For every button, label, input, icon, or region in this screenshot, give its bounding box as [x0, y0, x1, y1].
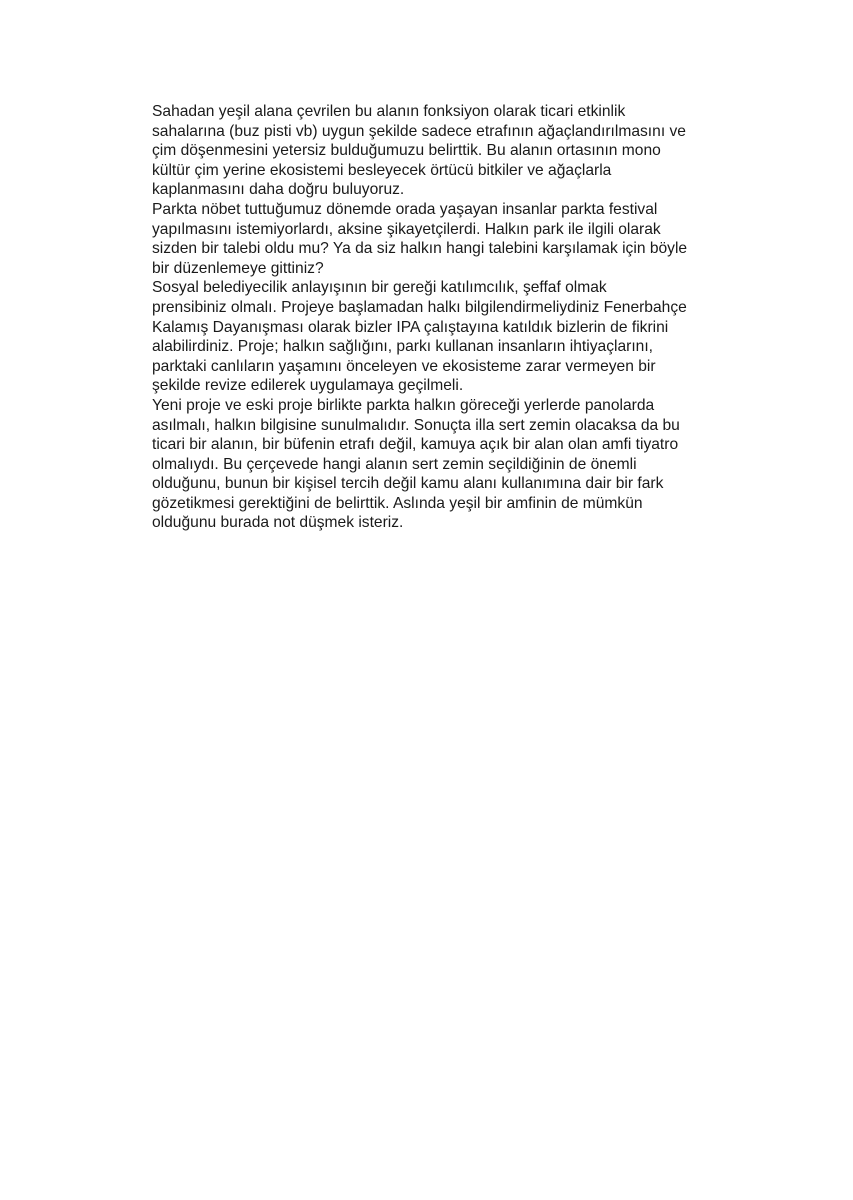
text-line: Yeni proje ve eski proje birlikte parkta halkın göreceği yerlerde panolarda [152, 396, 655, 414]
text-line: çim döşenmesini yetersiz bulduğumuzu belirttik. Bu alanın ortasının mono [152, 142, 661, 160]
paragraph-3 [152, 278, 752, 396]
text-line: olduğunu, bunun bir kişisel tercih değil kamu alanı kullanımına dair bir fark [152, 475, 664, 493]
document-body [152, 102, 752, 533]
text-line: olmalıydı. Bu çerçevede hangi alanın sert zemin seçildiğinin de önemli [152, 455, 637, 473]
text-line: Sosyal belediyecilik anlayışının bir gereği katılımcılık, şeffaf olmak [152, 279, 607, 297]
text-line: şekilde revize edilerek uygulamaya geçilmeli. [152, 377, 464, 395]
text-line: kaplanmasını daha doğru buluyoruz. [152, 181, 405, 199]
text-line: Parkta nöbet tuttuğumuz dönemde orada yaşayan insanlar parkta festival [152, 200, 658, 218]
text-line: gözetikmesi gerektiğini de belirttik. Aslında yeşil bir amfinin de mümkün [152, 494, 643, 512]
text-line: kültür çim yerine ekosistemi besleyecek örtücü bitkiler ve ağaçlarla [152, 161, 612, 179]
paragraph-1 [152, 102, 752, 200]
text-line: alabilirdiniz. Proje; halkın sağlığını, parkı kullanan insanların ihtiyaçlarını, [152, 338, 653, 356]
text-line: sahalarına (buz pisti vb) uygun şekilde sadece etrafının ağaçlandırılmasını ve [152, 122, 686, 140]
text-line: sizden bir talebi oldu mu? Ya da siz halkın hangi talebini karşılamak için böyle [152, 240, 688, 258]
text-line: parktaki canlıların yaşamını önceleyen ve ekosisteme zarar vermeyen bir [152, 357, 656, 375]
text-line: yapılmasını istemiyorlardı, aksine şikayetçilerdi. Halkın park ile ilgili olarak [152, 220, 661, 238]
text-line: prensibiniz olmalı. Projeye başlamadan halkı bilgilendirmeliydiniz Fenerbahçe [152, 298, 687, 316]
text-line: asılmalı, halkın bilgisine sunulmalıdır. Sonuçta illa sert zemin olacaksa da bu [152, 416, 680, 434]
text-line: olduğunu burada not düşmek isteriz. [152, 514, 404, 532]
text-line: Sahadan yeşil alana çevrilen bu alanın fonksiyon olarak ticari etkinlik [152, 103, 626, 120]
text-line: ticari bir alanın, bir büfenin etrafı değil, kamuya açık bir alan olan amfi tiyatro [152, 436, 679, 454]
text-line: bir düzenlemeye gittiniz? [152, 259, 324, 277]
paragraph-2 [152, 200, 752, 278]
text-line: Kalamış Dayanışması olarak bizler IPA çalıştayına katıldık bizlerin de fikrini [152, 318, 669, 336]
paragraph-4 [152, 396, 752, 533]
